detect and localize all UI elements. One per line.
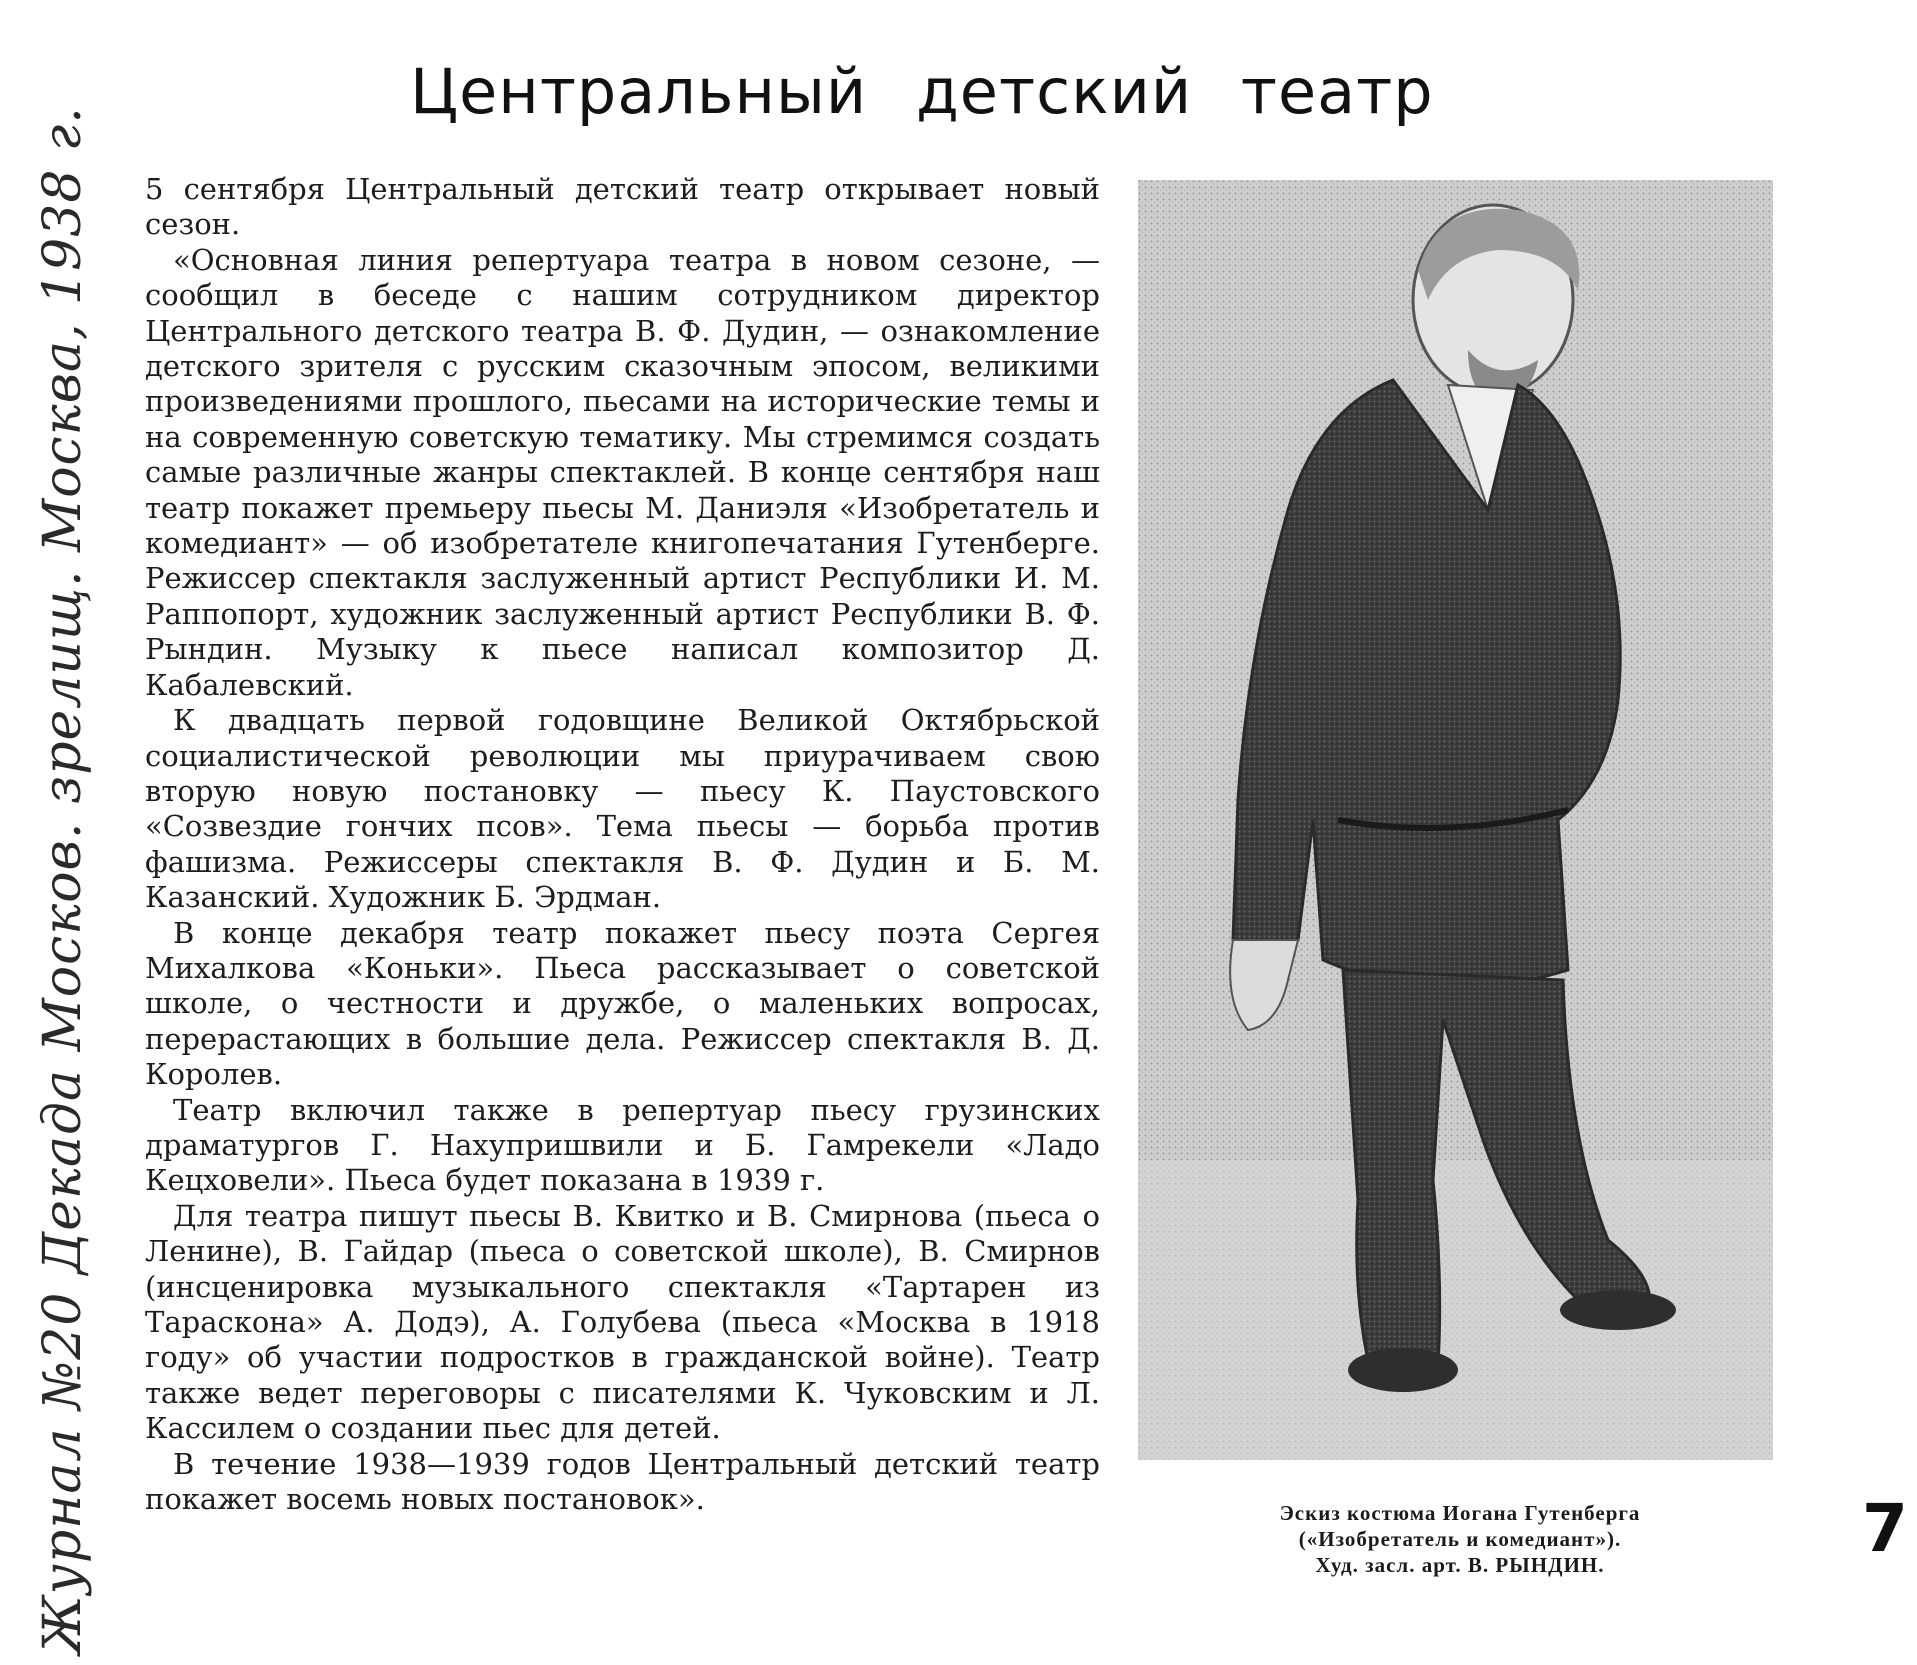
- article-paragraph-7: В течение 1938—1939 годов Центральный детский театр покажет восемь новых постановок».: [145, 1446, 1100, 1517]
- page-title: Центральный детский театр: [410, 55, 1434, 128]
- article-paragraph-6: Для театра пишут пьесы В. Квитко и В. Смирнова (пьеса о Ленине), В. Гайдар (пьеса о советской школе), В. Смирнов (инсценировка музыкального спектакля «Тартарен из Тараскона» А. Додэ), А. Голубева (пьеса «Москва в 1918 году» об участии подростков в гражданской войне). Театр также ведет переговоры с писателями К. Чуковским и Л. Кассилем о создании пьес для детей.: [145, 1198, 1100, 1446]
- caption-line-3: Худ. засл. арт. В. РЫНДИН.: [1315, 1553, 1605, 1577]
- page-number: 7: [1862, 1490, 1908, 1567]
- costume-sketch-drawing: [1138, 180, 1773, 1460]
- article-paragraph-1: 5 сентября Центральный детский театр открывает новый сезон.: [145, 172, 1100, 242]
- article-paragraph-3: К двадцать первой годовщине Великой Октябрьской социалистической революции мы приурачиваем свою вторую новую постановку — пьесу К. Паустовского «Созвездие гончих псов». Тема пьесы — борьба против фашизма. Режиссеры спектакля В. Ф. Дудин и Б. М. Казанский. Художник Б. Эрдман.: [145, 703, 1100, 915]
- illustration-caption: [1150, 1500, 1770, 1578]
- costume-sketch-illustration: [1138, 180, 1773, 1460]
- caption-line-2: («Изобретатель и комедиант»).: [1298, 1527, 1622, 1551]
- handwritten-note-text: Журнал №20 Декада Москов. зрелищ. Москва, 1938 г.: [33, 106, 93, 1654]
- article-paragraph-4: В конце декабря театр покажет пьесу поэта Сергея Михалкова «Коньки». Пьеса рассказывает о советской школе, о честности и дружбе, о маленьких вопросах, перерастающих в большие дела. Режиссер спектакля В. Д. Королев.: [145, 915, 1100, 1092]
- article-paragraph-5: Театр включил также в репертуар пьесу грузинских драматургов Г. Нахупришвили и Б. Гамрекели «Ладо Кецховели». Пьеса будет показана в 1939 г.: [145, 1092, 1100, 1198]
- caption-line-1: Эскиз костюма Иогана Гутенберга: [1279, 1501, 1641, 1525]
- handwritten-margin-note: [18, 100, 108, 1660]
- article-body: [145, 172, 1100, 1517]
- article-paragraph-2: «Основная линия репертуара театра в новом сезоне, — сообщил в беседе с нашим сотрудником директор Центрального детского театра В. Ф. Дудин, — ознакомление детского зрителя с русским сказочным эпосом, великими произведениями прошлого, пьесами на исторические темы и на современную советскую тематику. Мы стремимся создать самые различные жанры спектаклей. В конце сентября наш театр покажет премьеру пьесы М. Даниэля «Изобретатель и комедиант» — об изобретателе книгопечатания Гутенберге. Режиссер спектакля заслуженный артист Республики И. М. Раппопорт, художник заслуженный артист Республики В. Ф. Рындин. Музыку к пьесе написал композитор Д. Кабалевский.: [145, 242, 1100, 702]
